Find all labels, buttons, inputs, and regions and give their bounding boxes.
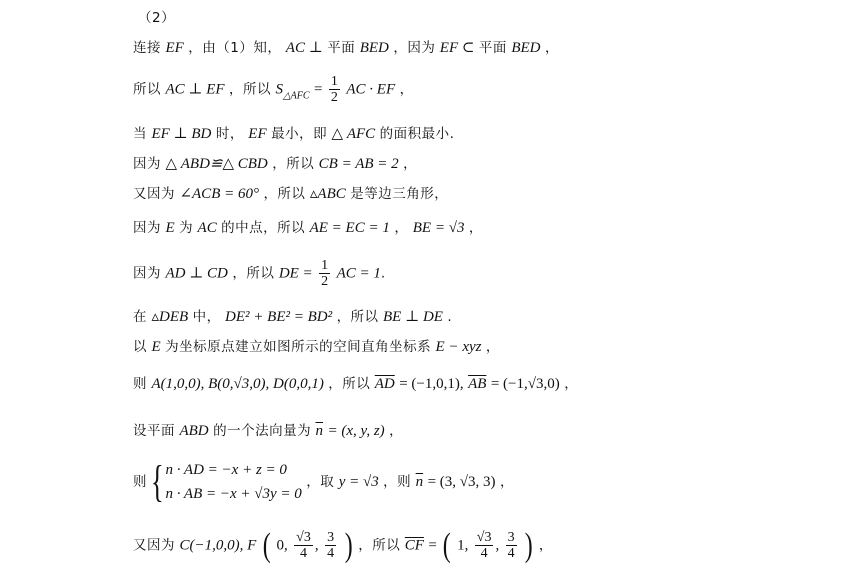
text: ，: [485, 339, 500, 355]
math-ac-eq: AC = 1: [336, 265, 381, 282]
math-ef-perp-bd: EF ⊥ BD: [151, 126, 212, 142]
right-paren-icon: ): [344, 526, 353, 564]
text: 平面: [327, 40, 356, 56]
right-paren-icon: ): [524, 526, 533, 564]
text: 又因为: [133, 537, 175, 554]
text: ，: [468, 220, 483, 236]
left-paren-icon: (: [442, 526, 451, 564]
frac-num: 1: [321, 258, 329, 273]
frac-den: 4: [507, 546, 515, 561]
math-points: A(1,0,0), B(0,√3,0), D(0,0,1): [151, 376, 324, 392]
line-11: [133, 421, 403, 441]
frac-den: 4: [300, 546, 308, 561]
text: ，由（1）知，: [188, 40, 282, 56]
text: ，则: [383, 474, 412, 490]
math-congruent: △ ABD≌△ CBD: [165, 156, 268, 172]
part-label-text: （2）: [138, 10, 176, 26]
text: 因为: [133, 156, 161, 172]
line-8: [133, 307, 452, 327]
text: ，: [544, 40, 559, 56]
equation-1: n · AD = −x + z = 0: [165, 462, 287, 478]
math-bed: BED: [359, 40, 389, 56]
math-e: E: [151, 339, 161, 355]
math-vector-ab: $\overline{AB}$: [468, 376, 487, 392]
text: ，所以: [263, 186, 306, 202]
text: 则: [133, 376, 147, 392]
frac-num: 3: [507, 530, 515, 545]
math-de: DE =: [278, 265, 313, 282]
text: 在: [133, 309, 147, 325]
text: ，所以: [229, 81, 272, 98]
text: ，: [389, 423, 404, 439]
line-10: [133, 374, 578, 394]
text: 又因为: [133, 186, 175, 202]
left-paren-icon: (: [262, 526, 271, 564]
math-normal-vector: $\overline{n}$: [315, 423, 324, 439]
frac-den: 4: [327, 546, 335, 561]
math-e: E: [165, 220, 175, 236]
line-6: [133, 218, 483, 238]
math-pythagoras: DE² + BE² = BD²: [225, 309, 333, 325]
math-ef: EF: [165, 40, 184, 56]
math-ac-perp-ef: AC ⊥ EF: [165, 81, 225, 98]
frac-den: 4: [480, 546, 488, 561]
math-vector-ad: $\overline{AD}$: [374, 376, 395, 392]
line-4: [133, 154, 417, 174]
line-2: [133, 74, 414, 107]
text: 平面: [478, 40, 507, 56]
text: 时，: [215, 126, 244, 142]
text: ，所以: [272, 156, 315, 172]
math-area-s: S: [275, 81, 283, 98]
math-bed: BED: [511, 40, 541, 56]
math-subscript: △AFC: [282, 90, 310, 102]
line-13: 又因为 C(−1,0,0), F ( 0, $\frac{√3}{4}$ , $\frac{3}{4}$ ) ，所以 $\overline{CF}$ = ( 1, $\frac{√3}{4}$ , $\frac{3}{4}$ ) ，: [133, 526, 553, 564]
math-be-perp-de: BE ⊥ DE: [383, 309, 443, 325]
frac-num: √3: [476, 530, 492, 545]
math-y-value: y = √3: [338, 474, 379, 490]
text: 的面积最小.: [379, 126, 455, 142]
math-be: BE = √3: [412, 220, 465, 236]
math-vector-ad-value: = (−1,0,1),: [399, 376, 464, 392]
frac-num: √3: [296, 530, 311, 545]
math-triangle-abc: ▵ABC: [309, 186, 346, 202]
text: 为坐标原点建立如图所示的空间直角坐标系: [165, 339, 432, 355]
line-7: [133, 258, 386, 289]
fraction: [475, 530, 494, 561]
text: 连接: [133, 40, 161, 56]
line-12: [133, 458, 514, 506]
frac-num: 1: [330, 74, 338, 89]
fraction-half: [329, 74, 340, 105]
math-equals: =: [314, 81, 323, 98]
math-angle: ∠ACB = 60°: [179, 186, 259, 202]
math-vector-cf: $\overline{CF}$: [404, 537, 424, 554]
text: 所以: [133, 81, 161, 98]
part-label: [138, 8, 175, 28]
text: .: [447, 309, 453, 325]
text: 以: [133, 339, 147, 355]
math-coord-system: E − xyz: [435, 339, 482, 355]
fraction: [325, 530, 336, 561]
line-1: [133, 38, 559, 58]
text: 最小，即: [271, 126, 328, 142]
math-ac: AC: [197, 220, 217, 236]
math-abd: ABD: [179, 423, 209, 439]
text: ，: [564, 376, 579, 392]
frac-den: 2: [330, 90, 338, 105]
text: ，: [538, 537, 553, 554]
text: 是等边三角形，: [350, 186, 449, 202]
text: .: [380, 265, 386, 282]
math-ae-ec: AE = EC = 1: [309, 220, 390, 236]
math-cf-x: 1,: [457, 537, 469, 554]
math-ac-ef: AC · EF: [346, 81, 396, 98]
text: 的一个法向量为: [213, 423, 312, 439]
text: 为: [179, 220, 194, 236]
math-ad-perp-cd: AD ⊥ CD: [165, 265, 228, 282]
math-ac-perp: AC ⊥: [285, 40, 323, 56]
math-ef-subset: EF ⊂: [439, 40, 475, 56]
line-9: [133, 337, 500, 357]
math-normal-xyz: = (x, y, z): [327, 423, 385, 439]
math-normal-vector: $\overline{n}$: [415, 474, 424, 490]
fraction: [506, 530, 517, 561]
math-equals: =: [428, 537, 437, 554]
equation-2: n · AB = −x + √3y = 0: [165, 486, 302, 502]
text: ，: [499, 474, 514, 490]
math-normal-value: = (3, √3, 3): [427, 474, 496, 490]
brace-icon: {: [151, 457, 165, 506]
math-f-x: 0,: [276, 537, 288, 554]
text: 则: [133, 474, 147, 490]
text: 因为: [133, 265, 161, 282]
math-cb-ab: CB = AB = 2: [318, 156, 399, 172]
math-point-c: C(−1,0,0), F: [179, 537, 257, 554]
frac-num: 3: [327, 530, 335, 545]
text: ，取: [306, 474, 335, 490]
frac-den: 2: [321, 274, 329, 289]
fraction-half: [319, 258, 330, 289]
text: 设平面: [133, 423, 175, 439]
math-vector-ab-value: = (−1,√3,0): [490, 376, 560, 392]
text: 的中点，所以: [221, 220, 306, 236]
text: ，: [399, 81, 414, 98]
text: ，: [403, 156, 418, 172]
text: 中，: [192, 309, 221, 325]
text: ，所以: [336, 309, 379, 325]
math-ef: EF: [248, 126, 267, 142]
text: ，所以: [232, 265, 275, 282]
fraction: [294, 530, 313, 561]
text: ，: [394, 220, 409, 236]
text: ，所以: [328, 376, 371, 392]
math-triangle-deb: ▵DEB: [151, 309, 189, 325]
text: ，因为: [393, 40, 436, 56]
line-3: [133, 124, 454, 144]
equation-system: [151, 458, 301, 506]
text: ，所以: [358, 537, 401, 554]
text: 当: [133, 126, 147, 142]
math-triangle-afc: △ AFC: [331, 126, 376, 142]
text: 因为: [133, 220, 161, 236]
line-5: [133, 184, 448, 204]
